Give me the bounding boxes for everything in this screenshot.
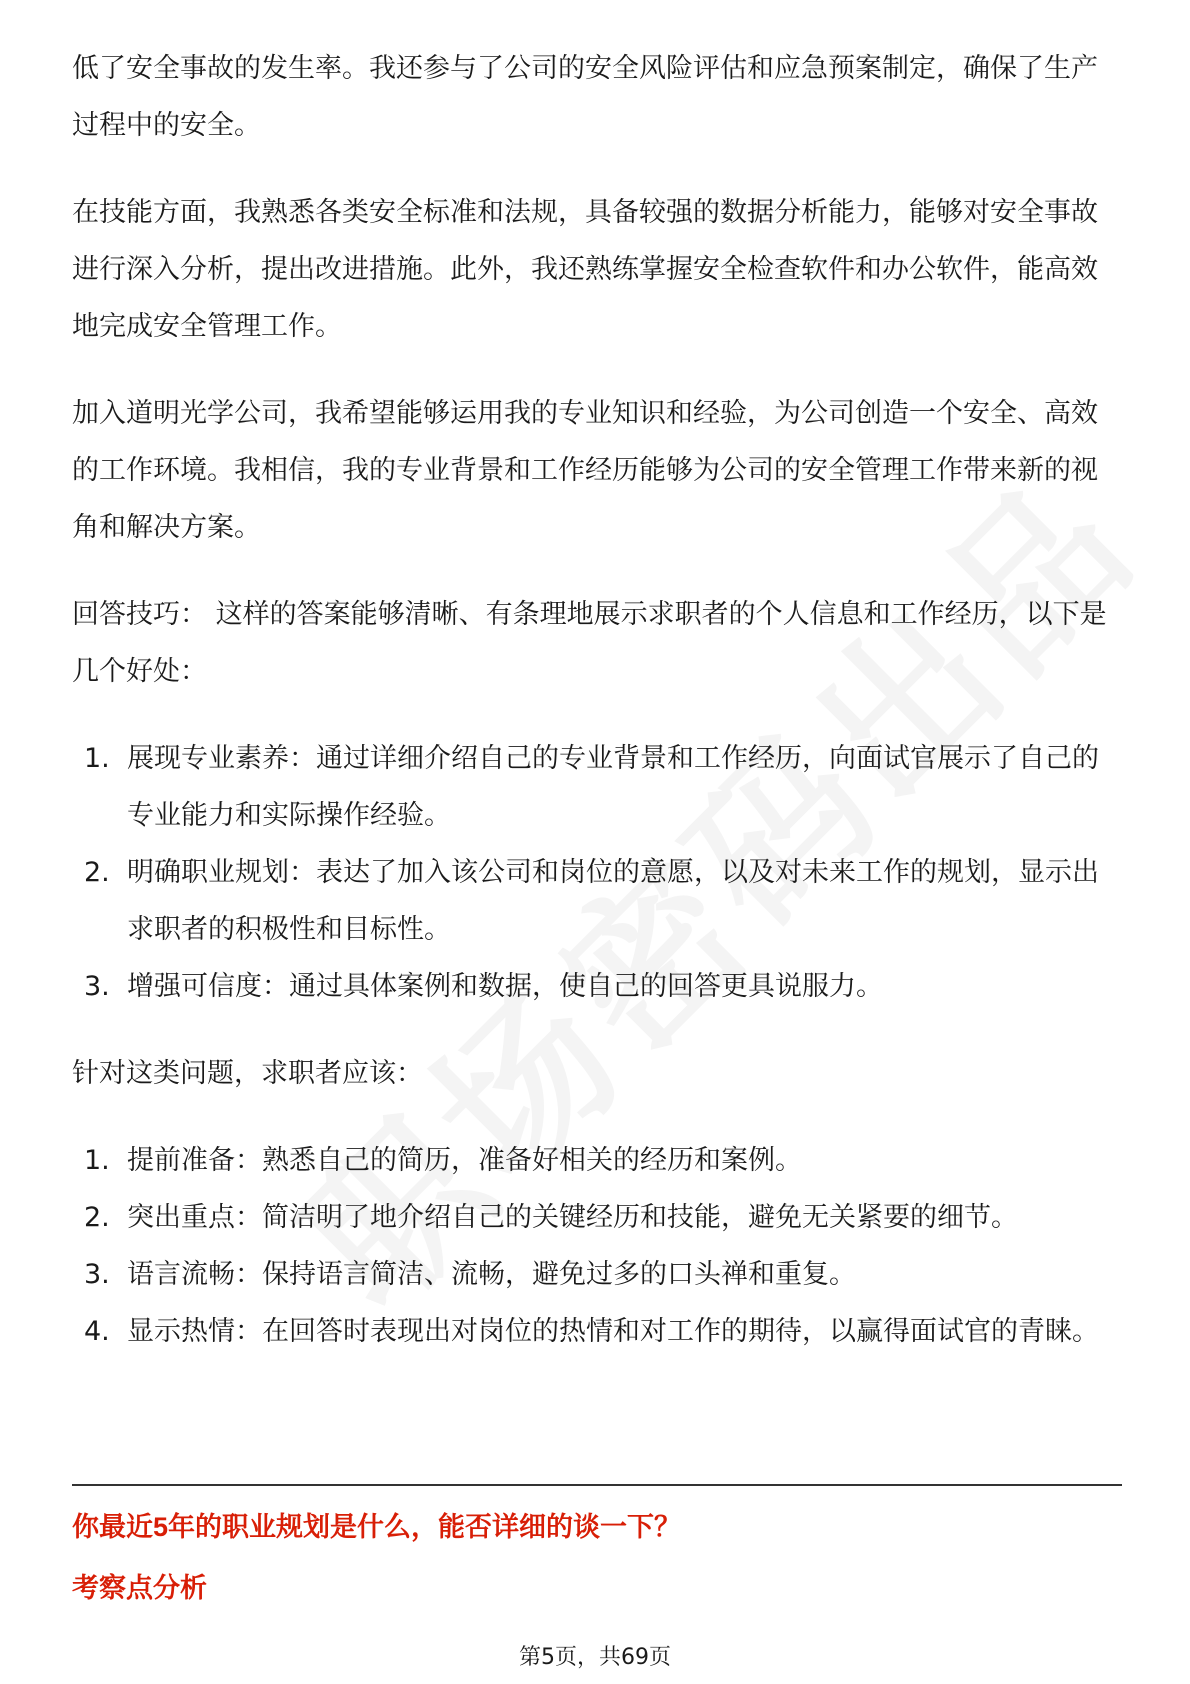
list-item [72,958,1122,1015]
list-item-text: 语言流畅：保持语言简洁、流畅，避免过多的口头禅和重复。 [127,1259,856,1290]
list-number: 4. [84,1316,110,1347]
list-item [72,1132,1122,1189]
list-number: 1. [84,743,110,774]
list-item-text: 展现专业素养：通过详细介绍自己的专业背景和工作经历，向面试官展示了自己的专业能力和实际操作经验。 [127,743,1099,831]
list-item [72,730,1122,844]
next-question-heading: 你最近5年的职业规划是什么，能否详细的谈一下？ [72,1512,682,1542]
list-item-text: 提前准备：熟悉自己的简历，准备好相关的经历和案例。 [127,1145,802,1176]
advice-intro: 针对这类问题，求职者应该： [72,1058,423,1089]
list-item [72,1189,1122,1246]
list-number: 1. [84,1145,110,1176]
paragraph-motivation: 加入道明光学公司，我希望能够运用我的专业知识和经验，为公司创造一个安全、高效的工作环境。我相信，我的专业背景和工作经历能够为公司的安全管理工作带来新的视角和解决方案。 [72,398,1098,543]
document-body [72,40,1122,1390]
list-number: 3. [84,971,110,1002]
list-item [72,1246,1122,1303]
paragraph-safety-results: 低了安全事故的发生率。我还参与了公司的安全风险评估和应急预案制定，确保了生产过程中的安全。 [72,53,1098,141]
list-number: 2. [84,857,110,888]
list-item [72,844,1122,958]
page-indicator: 第5页，共69页 [519,1645,671,1670]
paragraph-answer-tips: 回答技巧： 这样的答案能够清晰、有条理地展示求职者的个人信息和工作经历，以下是几个好处： [72,599,1107,687]
benefits-list [72,730,1122,1015]
advice-list [72,1132,1122,1360]
analysis-heading: 考察点分析 [72,1573,207,1604]
list-item-text: 突出重点：简洁明了地介绍自己的关键经历和技能，避免无关紧要的细节。 [127,1202,1018,1233]
list-item-text: 增强可信度：通过具体案例和数据，使自己的回答更具说服力。 [127,971,883,1002]
list-item [72,1303,1122,1360]
list-item-text: 显示热情：在回答时表现出对岗位的热情和对工作的期待，以赢得面试官的青睐。 [127,1316,1099,1347]
list-number: 3. [84,1259,110,1290]
paragraph-skills: 在技能方面，我熟悉各类安全标准和法规，具备较强的数据分析能力，能够对安全事故进行深入分析，提出改进措施。此外，我还熟练掌握安全检查软件和办公软件，能高效地完成安全管理工作。 [72,197,1098,342]
list-item-text: 明确职业规划：表达了加入该公司和岗位的意愿，以及对未来工作的规划，显示出求职者的积极性和目标性。 [127,857,1099,945]
list-number: 2. [84,1202,110,1233]
section-divider [72,1484,1122,1486]
